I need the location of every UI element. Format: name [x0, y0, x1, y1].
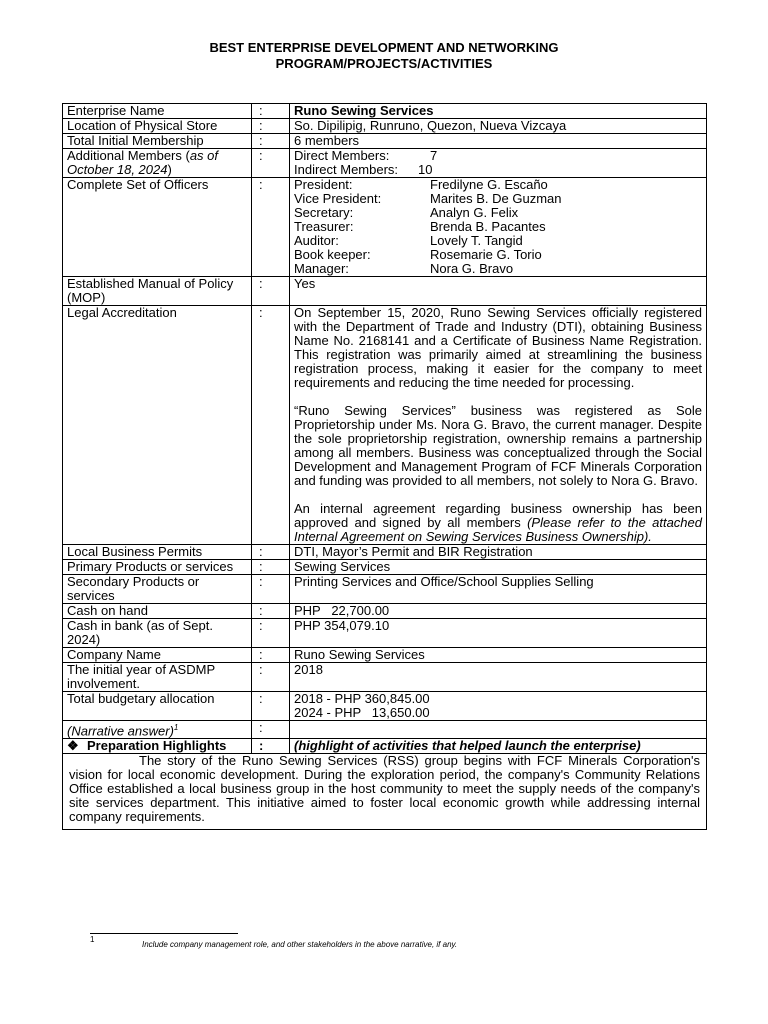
footnote-divider: [90, 933, 238, 934]
title-line-2: PROGRAM/PROJECTS/ACTIVITIES: [275, 56, 493, 71]
officer-role: Manager:: [294, 261, 349, 276]
table-row: [63, 306, 707, 545]
officer-role: Vice President:: [294, 191, 382, 206]
prep-value: (highlight of activities that helped launch the enterprise): [290, 739, 707, 754]
officer-name: Lovely T. Tangid: [430, 233, 523, 248]
initial-membership-value: 6 members: [290, 134, 707, 149]
additional-members-paren: ): [167, 162, 172, 177]
colon: :: [252, 306, 290, 545]
table-row: [63, 619, 707, 648]
table-row: [63, 648, 707, 663]
mop-value: Yes: [290, 277, 707, 306]
cash-hand-label: Cash on hand: [63, 604, 252, 619]
table-row: [63, 545, 707, 560]
company-value: Runo Sewing Services: [290, 648, 707, 663]
narrative-label-text: (Narrative answer): [67, 723, 174, 739]
permits-label: Local Business Permits: [63, 545, 252, 560]
direct-members-label: Direct Members:: [294, 148, 390, 163]
colon: :: [252, 619, 290, 648]
colon: :: [252, 149, 290, 178]
cash-bank-label: Cash in bank (as of Sept. 2024): [63, 619, 252, 648]
colon: :: [252, 604, 290, 619]
officer-name: Rosemarie G. Torio: [430, 247, 542, 262]
initial-year-value: 2018: [290, 663, 707, 692]
colon: :: [252, 104, 290, 119]
officer-name: Nora G. Bravo: [430, 261, 514, 276]
officer-role: Treasurer:: [294, 219, 354, 234]
story-paragraph: The story of the Runo Sewing Services (RSS) group begins with FCF Minerals Corporation's vision for local economic development. During the exploration period, the company's Community Relations Office established a local business group in the host community to meet the supply needs of the company's site services department. This initiative aimed to foster local economic growth while addressing internal company requirements.: [63, 754, 707, 830]
officer-row: [294, 234, 702, 248]
footnote-number: 1: [90, 935, 95, 944]
legal-paragraph-1: On September 15, 2020, Runo Sewing Services officially registered with the Department of Trade and Industry (DTI), obtaining Business Name No. 2168141 and a Certificate of Business Name Registration. This registration was primarily aimed at streamlining the business registration process, making it easier for the company to meet requirements and reducing the time needed for processing.: [294, 305, 702, 390]
colon: :: [252, 277, 290, 306]
cash-bank-value: PHP 354,079.10: [290, 619, 707, 648]
colon: :: [252, 134, 290, 149]
officer-row: [294, 220, 702, 234]
colon: :: [252, 119, 290, 134]
officer-role: Secretary:: [294, 205, 354, 220]
colon: :: [252, 545, 290, 560]
permits-value: DTI, Mayor’s Permit and BIR Registration: [290, 545, 707, 560]
primary-value: Sewing Services: [290, 560, 707, 575]
colon: :: [252, 648, 290, 663]
colon: :: [252, 560, 290, 575]
footnote-marker: 1: [173, 723, 179, 732]
primary-label: Primary Products or services: [63, 560, 252, 575]
colon: :: [252, 663, 290, 692]
prep-label: [63, 739, 252, 754]
table-row: [63, 754, 707, 830]
officer-row: [294, 262, 702, 276]
legal-paragraph-3: [294, 502, 702, 544]
indirect-members-value: 10: [418, 162, 433, 177]
document-title: [0, 40, 768, 72]
secondary-label: Secondary Products or services: [63, 575, 252, 604]
officers-label: Complete Set of Officers: [63, 178, 252, 277]
indirect-members-label: Indirect Members:: [294, 162, 399, 177]
indirect-members: [294, 163, 702, 177]
officer-name: Analyn G. Felix: [430, 205, 519, 220]
officer-row: [294, 178, 702, 192]
budget-2024: 2024 - PHP 13,650.00: [294, 705, 430, 720]
officers-list: [290, 178, 707, 277]
officer-name: Brenda B. Pacantes: [430, 219, 546, 234]
enterprise-name-label: Enterprise Name: [63, 104, 252, 119]
officer-name: Fredilyne G. Escaño: [430, 177, 548, 192]
secondary-value: Printing Services and Office/School Supplies Selling: [290, 575, 707, 604]
officer-role: Book keeper:: [294, 247, 371, 262]
colon: :: [252, 178, 290, 277]
table-row: [63, 149, 707, 178]
table-row: [63, 560, 707, 575]
colon: :: [252, 692, 290, 721]
narrative-value: [290, 721, 707, 739]
officer-row: [294, 192, 702, 206]
table-row: [63, 604, 707, 619]
legal-label: Legal Accreditation: [63, 306, 252, 545]
legal-value: [290, 306, 707, 545]
table-row: [63, 663, 707, 692]
officer-row: [294, 206, 702, 220]
additional-members-date: as of October 18, 2024: [67, 148, 219, 177]
additional-members-label: [63, 149, 252, 178]
legal-paragraph-2: “Runo Sewing Services” business was registered as Sole Proprietorship under Ms. Nora G. Bravo, the current manager. Despite the sole proprietorship registration, ownership remains a partnership among all members. Business was conceptualized through the Social Development and Management Program of FCF Minerals Corporation and funding was provided to all members, not solely to Nora G. Bravo.: [294, 403, 702, 488]
table-row: [63, 721, 707, 739]
legal-paragraph-3-text: An internal agreement regarding business ownership has been approved and signed by all members: [294, 501, 702, 530]
table-row: [63, 119, 707, 134]
location-value: So. Dipilipig, Runruno, Quezon, Nueva Vizcaya: [290, 119, 707, 134]
table-row: [63, 739, 707, 754]
initial-membership-label: Total Initial Membership: [63, 134, 252, 149]
enterprise-name-value: Runo Sewing Services: [290, 104, 707, 119]
table-row: [63, 277, 707, 306]
initial-year-label: The initial year of ASDMP involvement.: [63, 663, 252, 692]
officer-role: Auditor:: [294, 233, 339, 248]
enterprise-profile-table: [62, 103, 707, 830]
table-row: [63, 575, 707, 604]
officer-row: [294, 248, 702, 262]
direct-members-value: 7: [430, 148, 438, 163]
additional-members-value: [290, 149, 707, 178]
mop-label: Established Manual of Policy (MOP): [63, 277, 252, 306]
table-row: [63, 178, 707, 277]
colon: :: [252, 575, 290, 604]
table-row: [63, 134, 707, 149]
cash-hand-value: PHP 22,700.00: [290, 604, 707, 619]
budget-label: Total budgetary allocation: [63, 692, 252, 721]
colon: :: [252, 739, 290, 754]
title-line-1: BEST ENTERPRISE DEVELOPMENT AND NETWORKING: [209, 40, 559, 55]
officer-name: Marites B. De Guzman: [430, 191, 562, 206]
budget-2018: 2018 - PHP 360,845.00: [294, 691, 430, 706]
footnote-text: Include company management role, and other stakeholders in the above narrative, if any.: [142, 940, 458, 949]
colon: :: [252, 721, 290, 739]
diamond-bullet-icon: ❖: [67, 738, 79, 754]
budget-value: [290, 692, 707, 721]
table-row: [63, 104, 707, 119]
company-label: Company Name: [63, 648, 252, 663]
officer-role: President:: [294, 177, 353, 192]
direct-members: [294, 149, 702, 163]
prep-label-text: Preparation Highlights: [87, 738, 227, 754]
additional-members-label-text: Additional Members (: [67, 148, 190, 163]
legal-paragraph-3-reference: (Please refer to the attached Internal Agreement on Sewing Services Business Ownership).: [294, 515, 702, 544]
narrative-label: [63, 721, 252, 739]
table-row: [63, 692, 707, 721]
location-label: Location of Physical Store: [63, 119, 252, 134]
